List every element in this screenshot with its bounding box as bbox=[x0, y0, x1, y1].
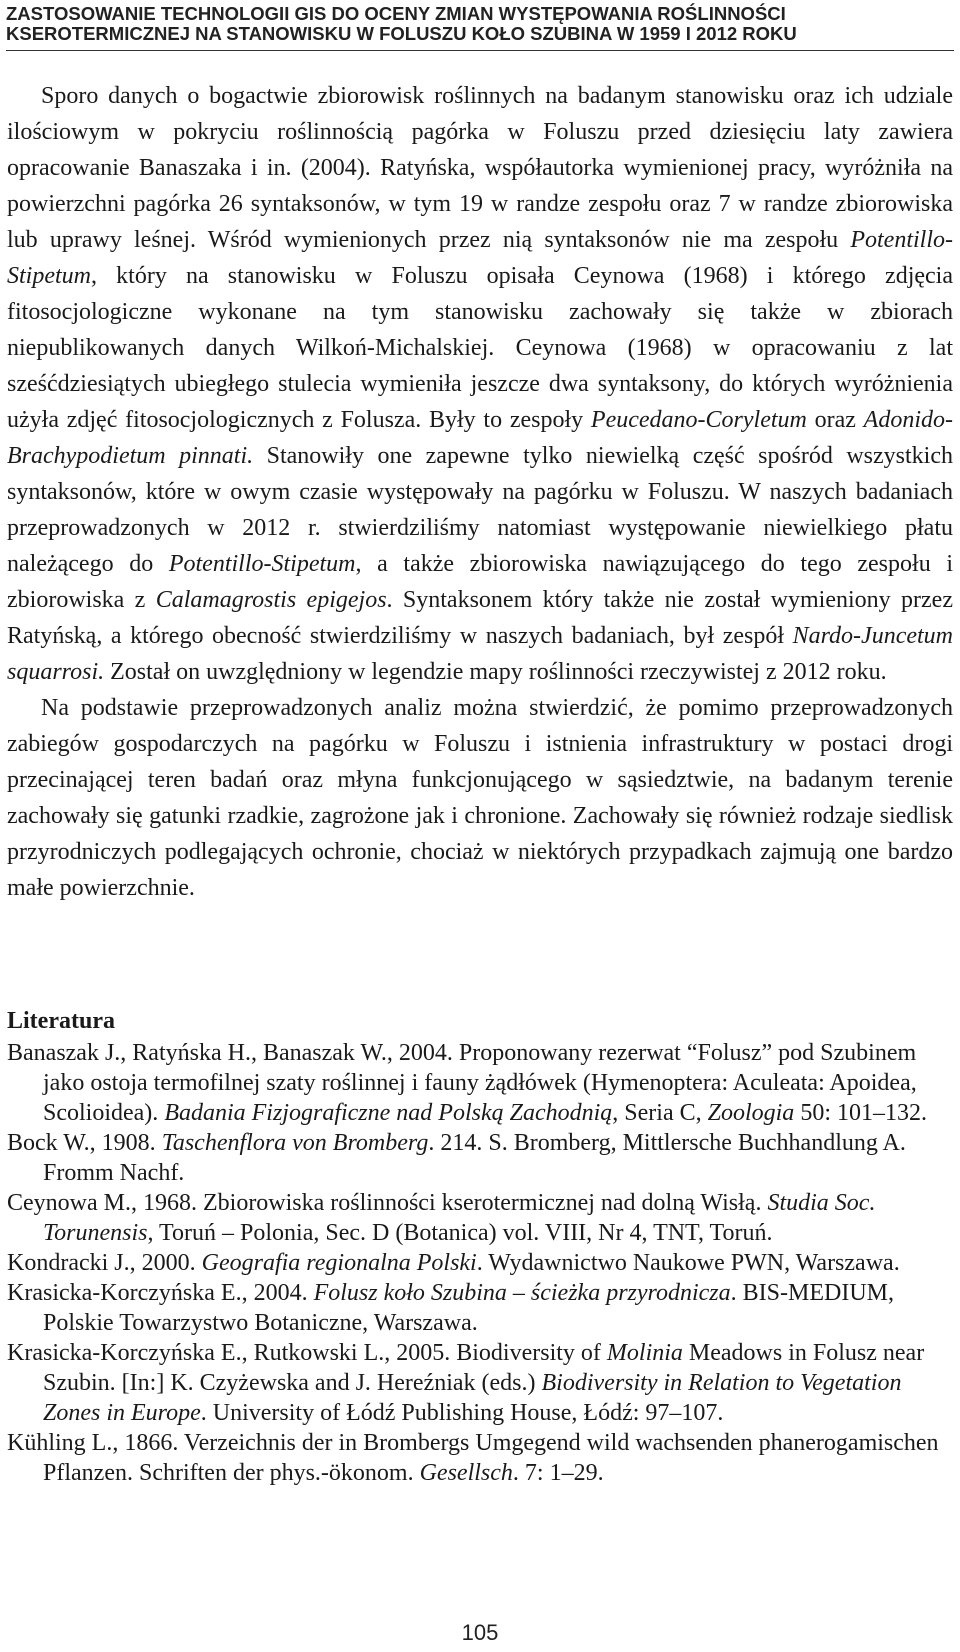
text-run: . Syntaksonem który także nie został wymieniony przez Ratyńską, a którego obecność stwierdziliśmy w naszych badaniach, był zespół bbox=[7, 587, 953, 649]
reference-italic: Folusz koło Szubina – ścieżka przyrodnicza bbox=[313, 1280, 731, 1306]
reference-text: Ceynowa M., 1968. Zbiorowiska roślinności kserotermicznej nad dolną Wisłą. bbox=[7, 1190, 768, 1216]
reference-item bbox=[7, 1128, 953, 1188]
literature-section bbox=[7, 1006, 953, 1488]
reference-text: . University of Łódź Publishing House, Łódź: 97–107. bbox=[200, 1400, 724, 1426]
text-run: oraz bbox=[806, 407, 864, 433]
reference-text: . 214. S. Bromberg, Mittlersche Buchhandlung A. Fromm Nachf. bbox=[43, 1130, 906, 1186]
text-run: Sporo danych o bogactwie zbiorowisk roślinnych na badanym stanowisku oraz ich udziale ilościowym w pokryciu roślinnością pagórka w Foluszu przed dziesięciu laty zawiera opracowanie Banaszaka i in. (2004). Ratyńska, współautorka wymienionej pracy, wyróżniła na powierzchni pagórka 26 syntaksonów, w tym 19 w randze zespołu oraz 7 w randze zbiorowiska lub uprawy leśnej. Wśród wymienionych przez nią syntaksonów nie ma zespołu bbox=[7, 83, 953, 253]
reference-italic: Molinia bbox=[606, 1340, 683, 1366]
paragraph-2: Na podstawie przeprowadzonych analiz można stwierdzić, że pomimo przeprowadzonych zabiegów gospodarczych na pagórku w Foluszu i istnienia infrastruktury w postaci drogi przecinającej teren badań oraz młyna funkcjonującego w sąsiedztwie, na badanym terenie zachowały się gatunki rzadkie, zagrożone jak i chronione. Zachowały się również rodzaje siedlisk przyrodniczych podlegających ochronie, chociaż w niektórych przypadkach zajmują one bardzo małe powierzchnie. bbox=[7, 695, 953, 901]
reference-text: Kühling L., 1866. Verzeichnis der in Brombergs Umgegend wild wachsenden phanerogamischen Pflanzen. Schriften der phys.-ökonom. bbox=[7, 1430, 939, 1486]
reference-item bbox=[7, 1278, 953, 1338]
reference-italic: Studia Soc. Torunensis bbox=[43, 1190, 876, 1246]
reference-text: . BIS-MEDIUM, Polskie Towarzystwo Botaniczne, Warszawa. bbox=[43, 1280, 894, 1336]
reference-item bbox=[7, 1338, 953, 1428]
reference-italic: Geografia regionalna Polski bbox=[201, 1250, 477, 1276]
text-run: , który na stanowisku w Foluszu opisała Ceynowa (1968) i którego zdjęcia fitosocjologiczne wykonane na tym stanowisku zachowały się także w zbiorach niepublikowanych danych Wilkoń-Michalskiej. Ceynowa (1968) w opracowaniu z lat sześćdziesiątych ubiegłego stulecia wymieniła jeszcze dwa syntaksony, do których wyróżnienia użyła zdjęć fitosocjologicznych z Folusza. Były to zespoły bbox=[7, 263, 953, 433]
text-run: Został on uwzględniony w legendzie mapy roślinności rzeczywistej z 2012 roku. bbox=[104, 659, 887, 685]
reference-text: , Toruń – Polonia, Sec. D (Botanica) vol. VIII, Nr 4, TNT, Toruń. bbox=[147, 1220, 773, 1246]
italic-taxon: Peucedano-Coryletum bbox=[590, 407, 807, 433]
reference-item bbox=[7, 1428, 953, 1488]
reference-text: 50: 101–132. bbox=[794, 1100, 927, 1126]
italic-taxon: Potentillo-Stipetum bbox=[7, 227, 953, 289]
reference-text: Krasicka-Korczyńska E., Rutkowski L., 2005. Biodiversity of bbox=[7, 1340, 607, 1366]
italic-taxon: Potentillo-Stipetum bbox=[168, 551, 356, 577]
reference-text: . 7: 1–29. bbox=[512, 1460, 604, 1486]
reference-text: Banaszak J., Ratyńska H., Banaszak W., 2004. Proponowany rezerwat “Folusz” pod Szubinem jako ostoja termofilnej szaty roślinnej i fauny żądłówek (Hymenoptera: Aculeata: Apoidea, Scolioidea). bbox=[7, 1040, 917, 1126]
reference-italic: Badania Fizjograficzne nad Polską Zachodnią bbox=[164, 1100, 613, 1126]
header-line-2: KSEROTERMICZNEJ NA STANOWISKU W FOLUSZU KOŁO SZUBINA W 1959 I 2012 ROKU bbox=[6, 23, 797, 44]
reference-italic: Biodiversity in Relation to Vegetation Zones in Europe bbox=[43, 1370, 902, 1426]
italic-taxon: Nardo-Juncetum squarrosi. bbox=[7, 623, 953, 685]
reference-text: Bock W., 1908. bbox=[7, 1130, 162, 1156]
reference-item bbox=[7, 1248, 953, 1278]
reference-text: Kondracki J., 2000. bbox=[7, 1250, 202, 1276]
reference-text: Krasicka-Korczyńska E., 2004. bbox=[7, 1280, 314, 1306]
italic-taxon: Calamagrostis epigejos bbox=[155, 587, 387, 613]
reference-text: , Seria C, bbox=[612, 1100, 708, 1126]
reference-text: Meadows in Folusz near Szubin. [In:] K. Czyżewska and J. Hereźniak (eds.) bbox=[43, 1340, 925, 1396]
body-text bbox=[7, 78, 953, 906]
running-header bbox=[6, 4, 954, 44]
reference-item bbox=[7, 1188, 953, 1248]
page-number: 105 bbox=[461, 1620, 499, 1645]
reference-italic: Gesellsch bbox=[419, 1460, 513, 1486]
reference-italic: Zoologia bbox=[707, 1100, 795, 1126]
reference-item bbox=[7, 1038, 953, 1128]
text-run: Stanowiły one zapewne tylko niewielką część spośród wszystkich syntaksonów, które w owym czasie występowały na pagórku w Foluszu. W naszych badaniach przeprowadzonych w 2012 r. stwierdziliśmy natomiast występowanie niewielkiego płatu należącego do bbox=[7, 443, 953, 577]
literature-heading: Literatura bbox=[7, 1008, 115, 1034]
header-divider bbox=[6, 50, 954, 51]
italic-taxon: Adonido-Brachypodietum pinnati. bbox=[7, 407, 953, 469]
paragraph-1 bbox=[7, 78, 953, 690]
reference-text: . Wydawnictwo Naukowe PWN, Warszawa. bbox=[476, 1250, 900, 1276]
reference-list bbox=[7, 1038, 953, 1488]
header-line-1: ZASTOSOWANIE TECHNOLOGII GIS DO OCENY ZMIAN WYSTĘPOWANIA ROŚLINNOŚCI bbox=[6, 3, 786, 24]
text-run: , a także zbiorowiska nawiązującego do tego zespołu i zbiorowiska z bbox=[7, 551, 953, 613]
reference-italic: Taschenflora von Bromberg bbox=[161, 1130, 429, 1156]
